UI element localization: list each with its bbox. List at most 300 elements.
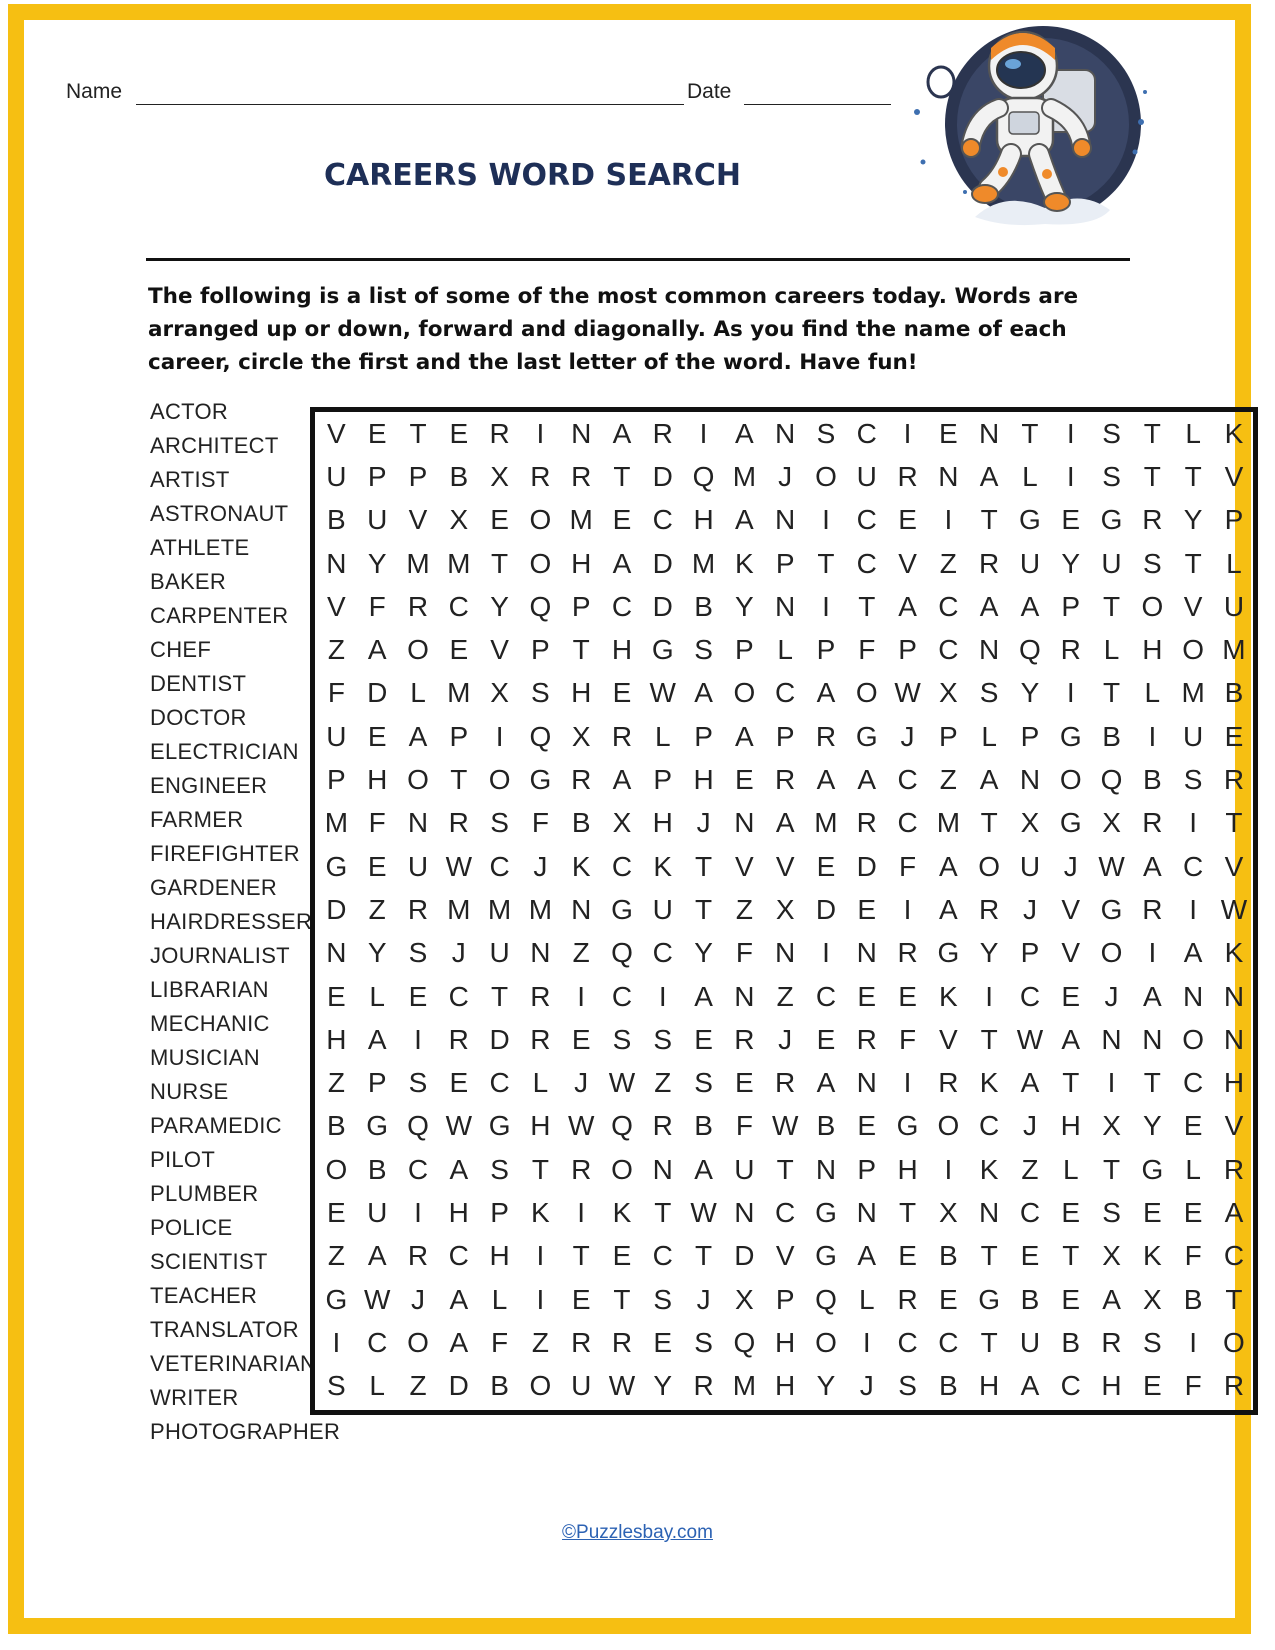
- grid-letter[interactable]: Y: [1020, 677, 1040, 709]
- grid-letter[interactable]: I: [658, 980, 667, 1012]
- grid-letter[interactable]: A: [367, 1240, 387, 1272]
- grid-letter[interactable]: P: [694, 720, 713, 752]
- grid-letter[interactable]: L: [1185, 417, 1201, 449]
- grid-letter[interactable]: G: [1019, 504, 1041, 536]
- grid-letter[interactable]: I: [1066, 677, 1075, 709]
- grid-letter[interactable]: D: [652, 590, 673, 622]
- grid-letter[interactable]: R: [1223, 1153, 1245, 1185]
- grid-letter[interactable]: Z: [368, 893, 386, 925]
- grid-letter[interactable]: C: [775, 677, 796, 709]
- grid-letter[interactable]: L: [981, 720, 997, 752]
- grid-letter[interactable]: D: [326, 893, 347, 925]
- grid-letter[interactable]: R: [611, 1326, 633, 1358]
- grid-letter[interactable]: C: [1223, 1240, 1245, 1272]
- grid-letter[interactable]: E: [1183, 1196, 1203, 1228]
- grid-letter[interactable]: A: [816, 677, 836, 709]
- grid-letter[interactable]: D: [448, 1370, 469, 1402]
- grid-letter[interactable]: H: [1142, 634, 1163, 666]
- grid-letter[interactable]: U: [1101, 547, 1122, 579]
- grid-letter[interactable]: I: [822, 590, 830, 622]
- grid-letter[interactable]: A: [612, 547, 632, 579]
- grid-letter[interactable]: B: [1020, 1283, 1040, 1315]
- grid-letter[interactable]: H: [1223, 1067, 1245, 1099]
- grid-letter[interactable]: T: [1021, 417, 1039, 449]
- grid-letter[interactable]: Q: [815, 1283, 837, 1315]
- grid-letter[interactable]: A: [1061, 1023, 1081, 1055]
- grid-letter[interactable]: O: [407, 764, 429, 796]
- grid-letter[interactable]: C: [367, 1326, 388, 1358]
- grid-letter[interactable]: E: [898, 1240, 917, 1272]
- grid-letter[interactable]: V: [898, 547, 917, 579]
- grid-letter[interactable]: F: [858, 634, 876, 666]
- grid-letter[interactable]: M: [447, 547, 471, 579]
- grid-letter[interactable]: R: [775, 764, 796, 796]
- grid-letter[interactable]: J: [574, 1067, 589, 1099]
- grid-letter[interactable]: O: [1059, 764, 1082, 796]
- grid-letter[interactable]: T: [1062, 1240, 1080, 1272]
- grid-letter[interactable]: M: [528, 893, 553, 925]
- grid-letter[interactable]: U: [652, 893, 673, 925]
- grid-letter[interactable]: R: [979, 547, 1000, 579]
- grid-letter[interactable]: O: [488, 764, 511, 796]
- grid-letter[interactable]: Y: [735, 590, 754, 622]
- grid-letter[interactable]: T: [980, 807, 998, 839]
- grid-letter[interactable]: H: [326, 1023, 347, 1055]
- grid-letter[interactable]: C: [897, 764, 918, 796]
- grid-letter[interactable]: B: [367, 1153, 387, 1185]
- grid-letter[interactable]: T: [572, 634, 590, 666]
- grid-letter[interactable]: K: [979, 1153, 999, 1185]
- grid-letter[interactable]: T: [980, 1326, 998, 1358]
- grid-letter[interactable]: A: [612, 764, 632, 796]
- grid-letter[interactable]: E: [1183, 1110, 1203, 1142]
- grid-letter[interactable]: T: [776, 1153, 794, 1185]
- grid-letter[interactable]: N: [734, 980, 755, 1012]
- grid-letter[interactable]: N: [326, 937, 347, 969]
- grid-letter[interactable]: P: [775, 1283, 795, 1315]
- grid-letter[interactable]: Y: [367, 547, 387, 579]
- grid-letter[interactable]: H: [489, 1240, 510, 1272]
- grid-letter[interactable]: S: [408, 1067, 428, 1099]
- grid-letter[interactable]: T: [1225, 1283, 1243, 1315]
- grid-letter[interactable]: B: [571, 807, 591, 839]
- grid-letter[interactable]: P: [1061, 590, 1081, 622]
- grid-letter[interactable]: K: [735, 547, 754, 579]
- grid-letter[interactable]: R: [407, 590, 429, 622]
- grid-letter[interactable]: X: [449, 504, 469, 536]
- grid-letter[interactable]: C: [1019, 1196, 1041, 1228]
- grid-letter[interactable]: N: [1142, 1023, 1163, 1055]
- grid-letter[interactable]: A: [1020, 590, 1040, 622]
- grid-letter[interactable]: F: [1184, 1240, 1202, 1272]
- grid-letter[interactable]: E: [612, 677, 632, 709]
- grid-letter[interactable]: L: [410, 677, 426, 709]
- grid-letter[interactable]: L: [369, 980, 385, 1012]
- grid-letter[interactable]: M: [732, 460, 757, 492]
- grid-letter[interactable]: C: [1060, 1370, 1081, 1402]
- grid-letter[interactable]: C: [856, 547, 877, 579]
- grid-letter[interactable]: X: [939, 1196, 958, 1228]
- grid-letter[interactable]: R: [897, 460, 918, 492]
- grid-letter[interactable]: U: [856, 460, 877, 492]
- grid-letter[interactable]: L: [654, 720, 671, 752]
- grid-letter[interactable]: I: [1148, 937, 1157, 969]
- grid-letter[interactable]: P: [571, 590, 591, 622]
- grid-letter[interactable]: C: [489, 1067, 510, 1099]
- grid-letter[interactable]: I: [414, 1023, 422, 1055]
- grid-letter[interactable]: A: [735, 504, 754, 536]
- grid-letter[interactable]: M: [691, 547, 716, 579]
- grid-letter[interactable]: V: [327, 417, 346, 449]
- grid-letter[interactable]: A: [816, 764, 836, 796]
- grid-letter[interactable]: A: [939, 850, 958, 882]
- grid-letter[interactable]: A: [898, 590, 917, 622]
- grid-letter[interactable]: U: [489, 937, 510, 969]
- grid-letter[interactable]: W: [608, 1370, 636, 1402]
- grid-letter[interactable]: Y: [367, 937, 387, 969]
- grid-letter[interactable]: E: [490, 504, 509, 536]
- grid-letter[interactable]: W: [445, 850, 472, 882]
- grid-letter[interactable]: H: [897, 1153, 918, 1185]
- grid-letter[interactable]: I: [985, 980, 994, 1012]
- grid-letter[interactable]: F: [368, 807, 386, 839]
- grid-letter[interactable]: L: [491, 1283, 508, 1315]
- grid-letter[interactable]: C: [407, 1153, 429, 1185]
- grid-letter[interactable]: T: [695, 893, 713, 925]
- grid-letter[interactable]: Z: [327, 1067, 345, 1099]
- grid-letter[interactable]: I: [1189, 1326, 1198, 1358]
- grid-letter[interactable]: Z: [531, 1326, 549, 1358]
- grid-letter[interactable]: Y: [1142, 1110, 1162, 1142]
- grid-letter[interactable]: Q: [611, 1110, 633, 1142]
- name-field[interactable]: [136, 104, 684, 105]
- grid-letter[interactable]: E: [898, 980, 917, 1012]
- grid-letter[interactable]: L: [1062, 1153, 1079, 1185]
- grid-letter[interactable]: J: [778, 460, 793, 492]
- grid-letter[interactable]: F: [735, 1110, 753, 1142]
- date-field[interactable]: [744, 104, 891, 105]
- grid-letter[interactable]: N: [1183, 980, 1204, 1012]
- grid-letter[interactable]: E: [1142, 1196, 1162, 1228]
- grid-letter[interactable]: G: [1100, 504, 1123, 536]
- grid-letter[interactable]: J: [900, 720, 915, 752]
- grid-letter[interactable]: M: [1181, 677, 1205, 709]
- grid-letter[interactable]: K: [1142, 1240, 1162, 1272]
- grid-letter[interactable]: A: [735, 417, 754, 449]
- grid-letter[interactable]: O: [1182, 1023, 1205, 1055]
- grid-letter[interactable]: J: [533, 850, 548, 882]
- grid-letter[interactable]: R: [1223, 1370, 1245, 1402]
- grid-letter[interactable]: R: [571, 1326, 592, 1358]
- grid-letter[interactable]: S: [653, 1023, 673, 1055]
- grid-letter[interactable]: E: [816, 850, 836, 882]
- grid-letter[interactable]: R: [979, 893, 1000, 925]
- grid-letter[interactable]: K: [979, 1067, 999, 1099]
- grid-letter[interactable]: Q: [529, 590, 552, 622]
- grid-letter[interactable]: U: [1223, 590, 1245, 622]
- grid-letter[interactable]: V: [1183, 590, 1203, 622]
- grid-letter[interactable]: Y: [694, 937, 713, 969]
- grid-letter[interactable]: R: [693, 1370, 714, 1402]
- grid-letter[interactable]: B: [1142, 764, 1162, 796]
- grid-letter[interactable]: X: [1142, 1283, 1162, 1315]
- grid-letter[interactable]: O: [325, 1153, 348, 1185]
- grid-letter[interactable]: N: [775, 417, 796, 449]
- grid-letter[interactable]: N: [1019, 764, 1041, 796]
- grid-letter[interactable]: W: [1016, 1023, 1044, 1055]
- grid-letter[interactable]: F: [735, 937, 753, 969]
- grid-letter[interactable]: I: [1189, 893, 1198, 925]
- grid-letter[interactable]: L: [532, 1067, 549, 1099]
- grid-letter[interactable]: U: [1019, 1326, 1041, 1358]
- grid-letter[interactable]: A: [367, 1023, 387, 1055]
- grid-letter[interactable]: E: [939, 417, 958, 449]
- grid-letter[interactable]: W: [445, 1110, 472, 1142]
- grid-letter[interactable]: G: [1100, 893, 1123, 925]
- grid-letter[interactable]: W: [894, 677, 921, 709]
- grid-letter[interactable]: B: [1183, 1283, 1203, 1315]
- grid-letter[interactable]: A: [979, 460, 999, 492]
- grid-letter[interactable]: P: [1020, 720, 1040, 752]
- grid-letter[interactable]: C: [897, 1326, 918, 1358]
- grid-letter[interactable]: E: [327, 1196, 346, 1228]
- grid-letter[interactable]: O: [407, 1326, 429, 1358]
- grid-letter[interactable]: Q: [733, 1326, 756, 1358]
- grid-letter[interactable]: I: [862, 1326, 871, 1358]
- grid-letter[interactable]: O: [815, 460, 837, 492]
- grid-letter[interactable]: G: [651, 634, 674, 666]
- grid-letter[interactable]: Z: [939, 547, 957, 579]
- grid-letter[interactable]: G: [529, 764, 552, 796]
- grid-letter[interactable]: B: [816, 1110, 836, 1142]
- grid-letter[interactable]: S: [1102, 417, 1121, 449]
- grid-letter[interactable]: R: [775, 1067, 796, 1099]
- grid-letter[interactable]: C: [1183, 1067, 1204, 1099]
- grid-letter[interactable]: K: [653, 850, 673, 882]
- grid-letter[interactable]: X: [1020, 807, 1040, 839]
- grid-letter[interactable]: Y: [1061, 547, 1081, 579]
- grid-letter[interactable]: A: [449, 1283, 469, 1315]
- grid-letter[interactable]: L: [1103, 634, 1120, 666]
- grid-letter[interactable]: T: [695, 1240, 713, 1272]
- grid-letter[interactable]: F: [899, 1023, 917, 1055]
- grid-letter[interactable]: H: [367, 764, 388, 796]
- grid-letter[interactable]: A: [857, 1240, 877, 1272]
- grid-letter[interactable]: W: [690, 1196, 717, 1228]
- grid-letter[interactable]: R: [1142, 504, 1163, 536]
- grid-letter[interactable]: E: [449, 634, 469, 666]
- grid-letter[interactable]: G: [978, 1283, 1001, 1315]
- grid-letter[interactable]: J: [1063, 850, 1078, 882]
- grid-letter[interactable]: H: [775, 1370, 796, 1402]
- grid-letter[interactable]: N: [407, 807, 429, 839]
- grid-letter[interactable]: S: [1142, 547, 1162, 579]
- grid-letter[interactable]: R: [856, 807, 877, 839]
- grid-letter[interactable]: J: [696, 807, 711, 839]
- grid-letter[interactable]: E: [612, 1240, 632, 1272]
- grid-letter[interactable]: M: [936, 807, 961, 839]
- grid-letter[interactable]: E: [408, 980, 428, 1012]
- grid-letter[interactable]: J: [1022, 893, 1037, 925]
- grid-letter[interactable]: I: [1189, 807, 1198, 839]
- grid-letter[interactable]: P: [775, 720, 795, 752]
- grid-letter[interactable]: G: [855, 720, 878, 752]
- grid-letter[interactable]: H: [652, 807, 673, 839]
- grid-letter[interactable]: P: [1224, 504, 1244, 536]
- grid-letter[interactable]: K: [531, 1196, 550, 1228]
- grid-letter[interactable]: H: [693, 504, 714, 536]
- grid-letter[interactable]: T: [1184, 460, 1202, 492]
- grid-letter[interactable]: S: [408, 937, 428, 969]
- grid-letter[interactable]: R: [938, 1067, 959, 1099]
- grid-letter[interactable]: A: [735, 720, 754, 752]
- grid-letter[interactable]: K: [612, 1196, 632, 1228]
- grid-letter[interactable]: O: [978, 850, 1001, 882]
- grid-letter[interactable]: O: [529, 504, 552, 536]
- grid-letter[interactable]: P: [816, 634, 836, 666]
- grid-letter[interactable]: D: [652, 547, 673, 579]
- grid-letter[interactable]: R: [571, 764, 592, 796]
- grid-letter[interactable]: H: [530, 1110, 551, 1142]
- grid-letter[interactable]: A: [1020, 1067, 1040, 1099]
- grid-letter[interactable]: X: [775, 893, 795, 925]
- grid-letter[interactable]: W: [649, 677, 676, 709]
- grid-letter[interactable]: D: [815, 893, 837, 925]
- grid-letter[interactable]: M: [487, 893, 512, 925]
- grid-letter[interactable]: O: [815, 1326, 837, 1358]
- grid-letter[interactable]: P: [898, 634, 917, 666]
- grid-letter[interactable]: G: [1141, 1153, 1164, 1185]
- grid-letter[interactable]: R: [530, 1023, 551, 1055]
- grid-letter[interactable]: X: [490, 677, 509, 709]
- grid-letter[interactable]: V: [327, 590, 346, 622]
- grid-letter[interactable]: C: [652, 1240, 673, 1272]
- grid-letter[interactable]: H: [571, 677, 592, 709]
- grid-letter[interactable]: M: [447, 893, 471, 925]
- grid-letter[interactable]: N: [856, 1067, 877, 1099]
- grid-letter[interactable]: W: [363, 1283, 391, 1315]
- grid-letter[interactable]: Q: [611, 937, 633, 969]
- grid-letter[interactable]: E: [571, 1023, 591, 1055]
- grid-letter[interactable]: Y: [490, 590, 509, 622]
- grid-letter[interactable]: I: [536, 417, 545, 449]
- grid-letter[interactable]: V: [1224, 460, 1244, 492]
- grid-letter[interactable]: R: [1142, 893, 1163, 925]
- grid-letter[interactable]: S: [327, 1370, 346, 1402]
- grid-letter[interactable]: I: [1066, 460, 1075, 492]
- grid-letter[interactable]: A: [1142, 850, 1162, 882]
- grid-letter[interactable]: T: [817, 547, 835, 579]
- grid-letter[interactable]: E: [857, 893, 877, 925]
- grid-letter[interactable]: A: [694, 1153, 713, 1185]
- grid-letter[interactable]: P: [490, 1196, 509, 1228]
- grid-letter[interactable]: O: [855, 677, 878, 709]
- grid-letter[interactable]: A: [816, 1067, 836, 1099]
- grid-letter[interactable]: I: [414, 1196, 422, 1228]
- grid-letter[interactable]: G: [366, 1110, 389, 1142]
- grid-letter[interactable]: D: [652, 460, 673, 492]
- grid-letter[interactable]: C: [448, 590, 469, 622]
- grid-letter[interactable]: T: [613, 1283, 631, 1315]
- grid-letter[interactable]: R: [652, 417, 673, 449]
- grid-letter[interactable]: T: [858, 590, 876, 622]
- grid-letter[interactable]: Z: [939, 764, 957, 796]
- grid-letter[interactable]: E: [735, 764, 754, 796]
- grid-letter[interactable]: L: [1022, 460, 1038, 492]
- grid-letter[interactable]: G: [1059, 807, 1082, 839]
- grid-letter[interactable]: E: [1061, 504, 1081, 536]
- grid-letter[interactable]: M: [324, 807, 349, 839]
- grid-letter[interactable]: C: [489, 850, 510, 882]
- grid-letter[interactable]: E: [1061, 1283, 1081, 1315]
- grid-letter[interactable]: C: [815, 980, 837, 1012]
- grid-letter[interactable]: M: [569, 504, 593, 536]
- grid-letter[interactable]: O: [1100, 937, 1123, 969]
- grid-letter[interactable]: W: [608, 1067, 636, 1099]
- grid-letter[interactable]: P: [735, 634, 754, 666]
- grid-letter[interactable]: C: [652, 504, 673, 536]
- grid-letter[interactable]: M: [447, 677, 471, 709]
- grid-letter[interactable]: F: [1184, 1370, 1202, 1402]
- grid-letter[interactable]: E: [367, 720, 387, 752]
- grid-letter[interactable]: H: [693, 764, 714, 796]
- grid-letter[interactable]: D: [856, 850, 877, 882]
- grid-letter[interactable]: B: [939, 1370, 958, 1402]
- grid-letter[interactable]: K: [571, 850, 591, 882]
- grid-letter[interactable]: E: [816, 1023, 836, 1055]
- grid-letter[interactable]: E: [449, 417, 469, 449]
- grid-letter[interactable]: X: [571, 720, 591, 752]
- grid-letter[interactable]: X: [490, 460, 509, 492]
- grid-letter[interactable]: I: [903, 893, 912, 925]
- grid-letter[interactable]: M: [732, 1370, 757, 1402]
- grid-letter[interactable]: E: [1061, 980, 1081, 1012]
- grid-letter[interactable]: T: [491, 980, 509, 1012]
- grid-letter[interactable]: V: [775, 850, 795, 882]
- grid-letter[interactable]: V: [1224, 1110, 1244, 1142]
- grid-letter[interactable]: Z: [654, 1067, 672, 1099]
- grid-letter[interactable]: S: [490, 1153, 509, 1185]
- grid-letter[interactable]: E: [1020, 1240, 1040, 1272]
- grid-letter[interactable]: P: [408, 460, 428, 492]
- grid-letter[interactable]: J: [1104, 980, 1119, 1012]
- grid-letter[interactable]: R: [1101, 1326, 1122, 1358]
- grid-letter[interactable]: I: [1066, 417, 1075, 449]
- grid-letter[interactable]: H: [979, 1370, 1000, 1402]
- grid-letter[interactable]: I: [699, 417, 708, 449]
- grid-letter[interactable]: U: [1019, 850, 1041, 882]
- grid-letter[interactable]: U: [1019, 547, 1041, 579]
- grid-letter[interactable]: L: [777, 634, 793, 666]
- grid-letter[interactable]: T: [695, 850, 713, 882]
- grid-letter[interactable]: S: [898, 1370, 917, 1402]
- grid-letter[interactable]: A: [979, 764, 999, 796]
- grid-letter[interactable]: P: [775, 547, 795, 579]
- grid-letter[interactable]: C: [856, 417, 877, 449]
- grid-letter[interactable]: U: [407, 850, 429, 882]
- grid-letter[interactable]: O: [407, 634, 429, 666]
- grid-letter[interactable]: N: [1223, 980, 1245, 1012]
- grid-letter[interactable]: T: [450, 764, 468, 796]
- grid-letter[interactable]: L: [1226, 547, 1242, 579]
- grid-letter[interactable]: B: [694, 1110, 713, 1142]
- grid-letter[interactable]: U: [367, 1196, 388, 1228]
- grid-letter[interactable]: R: [530, 460, 551, 492]
- grid-letter[interactable]: N: [1223, 1023, 1245, 1055]
- grid-letter[interactable]: D: [367, 677, 388, 709]
- grid-letter[interactable]: R: [611, 720, 633, 752]
- grid-letter[interactable]: G: [1059, 720, 1082, 752]
